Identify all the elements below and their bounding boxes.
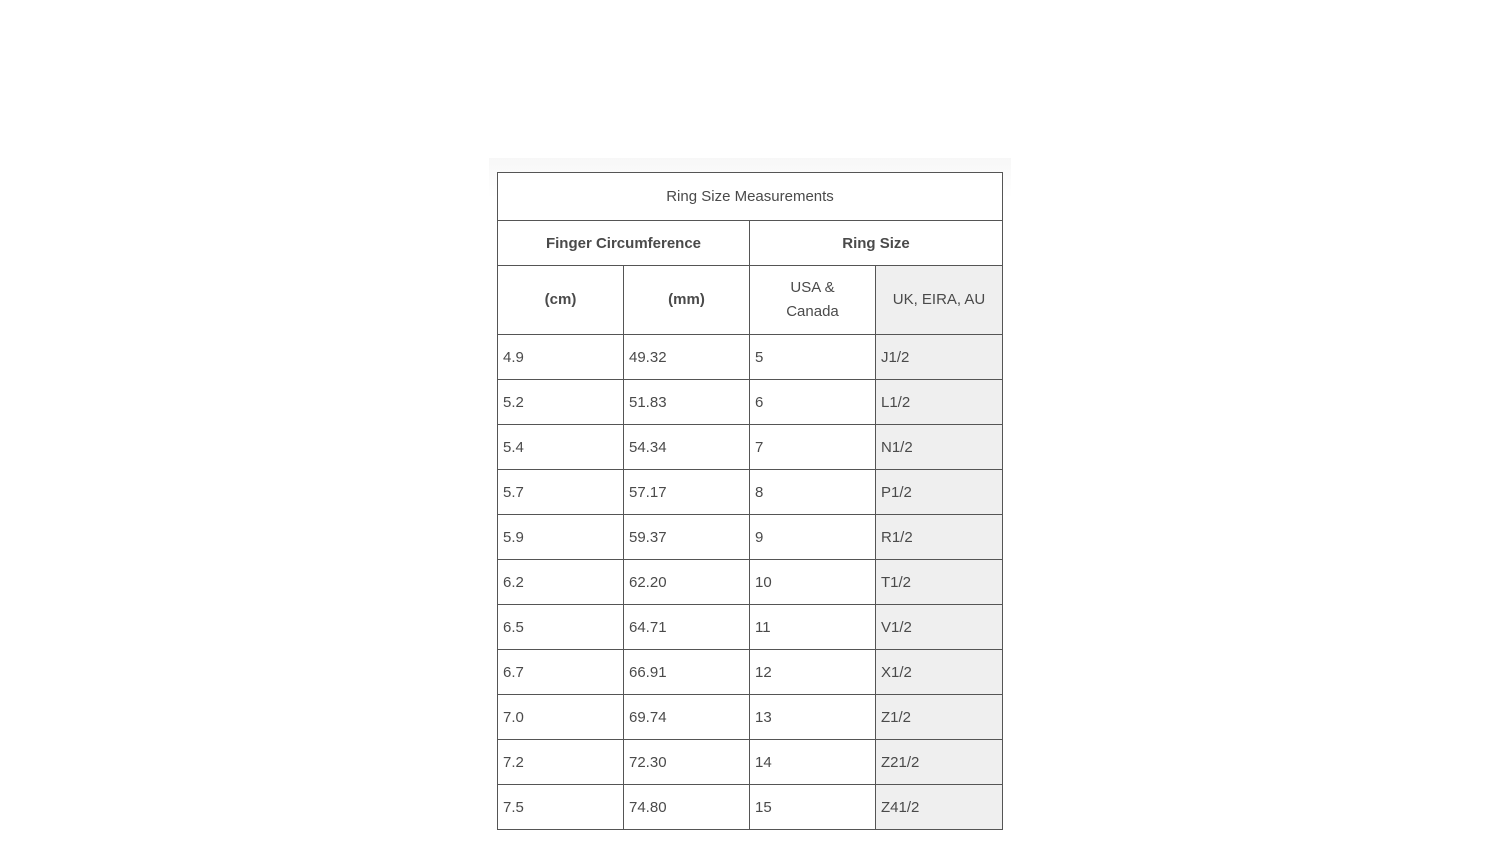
usa-canada-column-header [750,266,876,335]
mm-cell: 57.17 [624,470,750,515]
mm-cell: 62.20 [624,560,750,605]
uk-size-cell: X1/2 [876,650,1003,695]
table-row [498,785,1003,830]
table-row [498,695,1003,740]
group-header-row [498,221,1003,266]
caption-row [498,173,1003,221]
table-row [498,740,1003,785]
mm-cell: 51.83 [624,380,750,425]
mm-cell: 74.80 [624,785,750,830]
mm-cell: 59.37 [624,515,750,560]
finger-circumference-header: Finger Circumference [498,221,750,266]
cm-column-header: (cm) [498,266,624,335]
uk-size-cell: T1/2 [876,560,1003,605]
table-row [498,560,1003,605]
cm-cell: 5.7 [498,470,624,515]
cm-cell: 6.2 [498,560,624,605]
cm-cell: 7.5 [498,785,624,830]
column-header-row [498,266,1003,335]
mm-cell: 54.34 [624,425,750,470]
ring-size-header: Ring Size [750,221,1003,266]
usa-header-line-2: Canada [786,303,839,320]
table-row [498,650,1003,695]
data-rows [498,335,1003,830]
cm-cell: 7.2 [498,740,624,785]
cm-cell: 5.9 [498,515,624,560]
usa-header-line-1: USA & [790,279,835,296]
usa-size-cell: 6 [750,380,876,425]
table-caption: Ring Size Measurements [498,173,1003,221]
mm-cell: 69.74 [624,695,750,740]
mm-cell: 49.32 [624,335,750,380]
uk-size-cell: V1/2 [876,605,1003,650]
uk-size-cell: L1/2 [876,380,1003,425]
usa-size-cell: 14 [750,740,876,785]
table-row [498,470,1003,515]
uk-size-cell: Z41/2 [876,785,1003,830]
usa-size-cell: 13 [750,695,876,740]
usa-size-cell: 9 [750,515,876,560]
uk-size-cell: Z21/2 [876,740,1003,785]
uk-size-cell: Z1/2 [876,695,1003,740]
table-row [498,605,1003,650]
mm-column-header: (mm) [624,266,750,335]
cm-cell: 4.9 [498,335,624,380]
cm-cell: 7.0 [498,695,624,740]
table-row [498,335,1003,380]
usa-size-cell: 7 [750,425,876,470]
usa-size-cell: 11 [750,605,876,650]
uk-size-cell: N1/2 [876,425,1003,470]
mm-cell: 64.71 [624,605,750,650]
usa-size-cell: 10 [750,560,876,605]
mm-cell: 72.30 [624,740,750,785]
uk-size-cell: R1/2 [876,515,1003,560]
table-row [498,425,1003,470]
usa-size-cell: 12 [750,650,876,695]
uk-size-cell: P1/2 [876,470,1003,515]
uk-size-cell: J1/2 [876,335,1003,380]
cm-cell: 5.2 [498,380,624,425]
mm-cell: 66.91 [624,650,750,695]
cm-cell: 6.7 [498,650,624,695]
usa-size-cell: 15 [750,785,876,830]
uk-column-header: UK, EIRA, AU [876,266,1003,335]
table-body [498,173,1003,335]
table-row [498,380,1003,425]
cm-cell: 5.4 [498,425,624,470]
usa-size-cell: 8 [750,470,876,515]
table-row [498,515,1003,560]
ring-size-table [497,172,1003,830]
usa-size-cell: 5 [750,335,876,380]
cm-cell: 6.5 [498,605,624,650]
